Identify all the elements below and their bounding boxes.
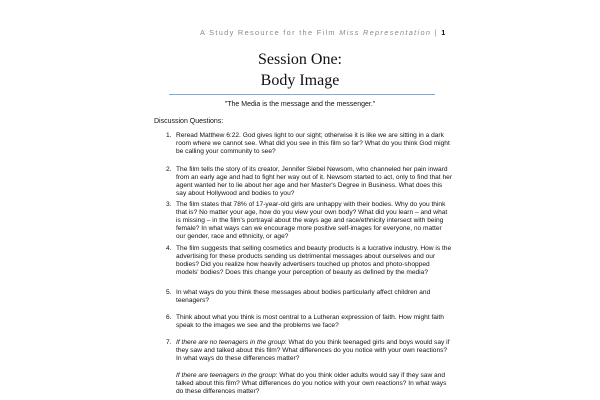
question-number: 1. xyxy=(166,132,172,139)
question-item xyxy=(166,166,452,198)
question-text: : What do you think older adults would say if they saw and talked about this film? What differences do you notice with your own reactions? In what ways do these differences matter? xyxy=(176,372,447,396)
epigraph-quote: "The Media is the message and the messenger." xyxy=(224,101,376,108)
discussion-heading: Discussion Questions: xyxy=(154,118,224,125)
question-text: Think about what you think is most central to a Lutheran expression of faith. How might faith speak to the images we see and the problems we face? xyxy=(176,314,444,330)
question-number: 5. xyxy=(166,289,172,296)
question-text: The film suggests that selling cosmetics and beauty products is a lucrative industry. How is the advertising for these products sending us detrimental messages about ourselves and our bodies? Did you realize how heavily advertisers touched up photos and photo-shopped models' bodies? Does this change your perception of beauty as defined by the media? xyxy=(176,245,452,277)
question-lead: If there are no teenagers in the group xyxy=(176,339,285,346)
question-item xyxy=(166,339,452,363)
question-text: In what ways do you think these messages about bodies particularly affect children and teenagers? xyxy=(176,289,431,305)
page-number: 1 xyxy=(441,28,446,37)
session-title: Session One: xyxy=(258,51,342,68)
question-number: 2. xyxy=(166,166,172,173)
question-item xyxy=(166,289,452,305)
question-number: 4. xyxy=(166,245,172,252)
running-header xyxy=(200,28,552,37)
question-text: The film tells the story of its creator, Jennifer Siebel Newsom, who channeled her pain inward from an early age and had to fight her way out of it. Newsom started to act, only to find that her agent wanted her to lie about her age and her Master's Degree in Business. What does this say about Hollywood and bodies to you? xyxy=(176,166,452,198)
question-number: 3. xyxy=(166,201,172,208)
question-number: 7. xyxy=(166,339,172,346)
question-continuation xyxy=(176,372,452,396)
question-text: Reread Matthew 6:22. God gives light to our sight; otherwise it is like we are sitting in a dark room where we cannot see. What did you see in this film so far? What do you think God might be calling your community to see? xyxy=(176,132,450,156)
question-lead: If there are teenagers in the group xyxy=(176,372,276,379)
question-text: The film states that 78% of 17-year-old girls are unhappy with their bodies. Why do you think that is? No matter your age, how do you view your own body? What did you learn – and what is missing – in the film's portrayal about the ways age and race/ethnicity intersect with being female? In what ways can we encourage more positive self-images for everyone, no matter our gender, race and ethnicity, or age? xyxy=(176,201,448,241)
title-divider xyxy=(169,94,435,95)
session-subtitle: Body Image xyxy=(260,72,340,89)
question-number: 6. xyxy=(166,314,172,321)
header-film-title: Miss Representation xyxy=(339,28,432,37)
question-item xyxy=(166,314,452,330)
header-prefix: A Study Resource for the Film xyxy=(200,28,340,37)
question-item xyxy=(166,201,452,241)
question-item xyxy=(166,132,452,156)
question-text: : What do you think teenaged girls and boys would say if they saw and talked about this film? What differences do you notice with your own reactions? In what ways do these differences matter? xyxy=(176,339,450,363)
question-item xyxy=(166,245,452,277)
header-separator: | xyxy=(431,28,442,37)
